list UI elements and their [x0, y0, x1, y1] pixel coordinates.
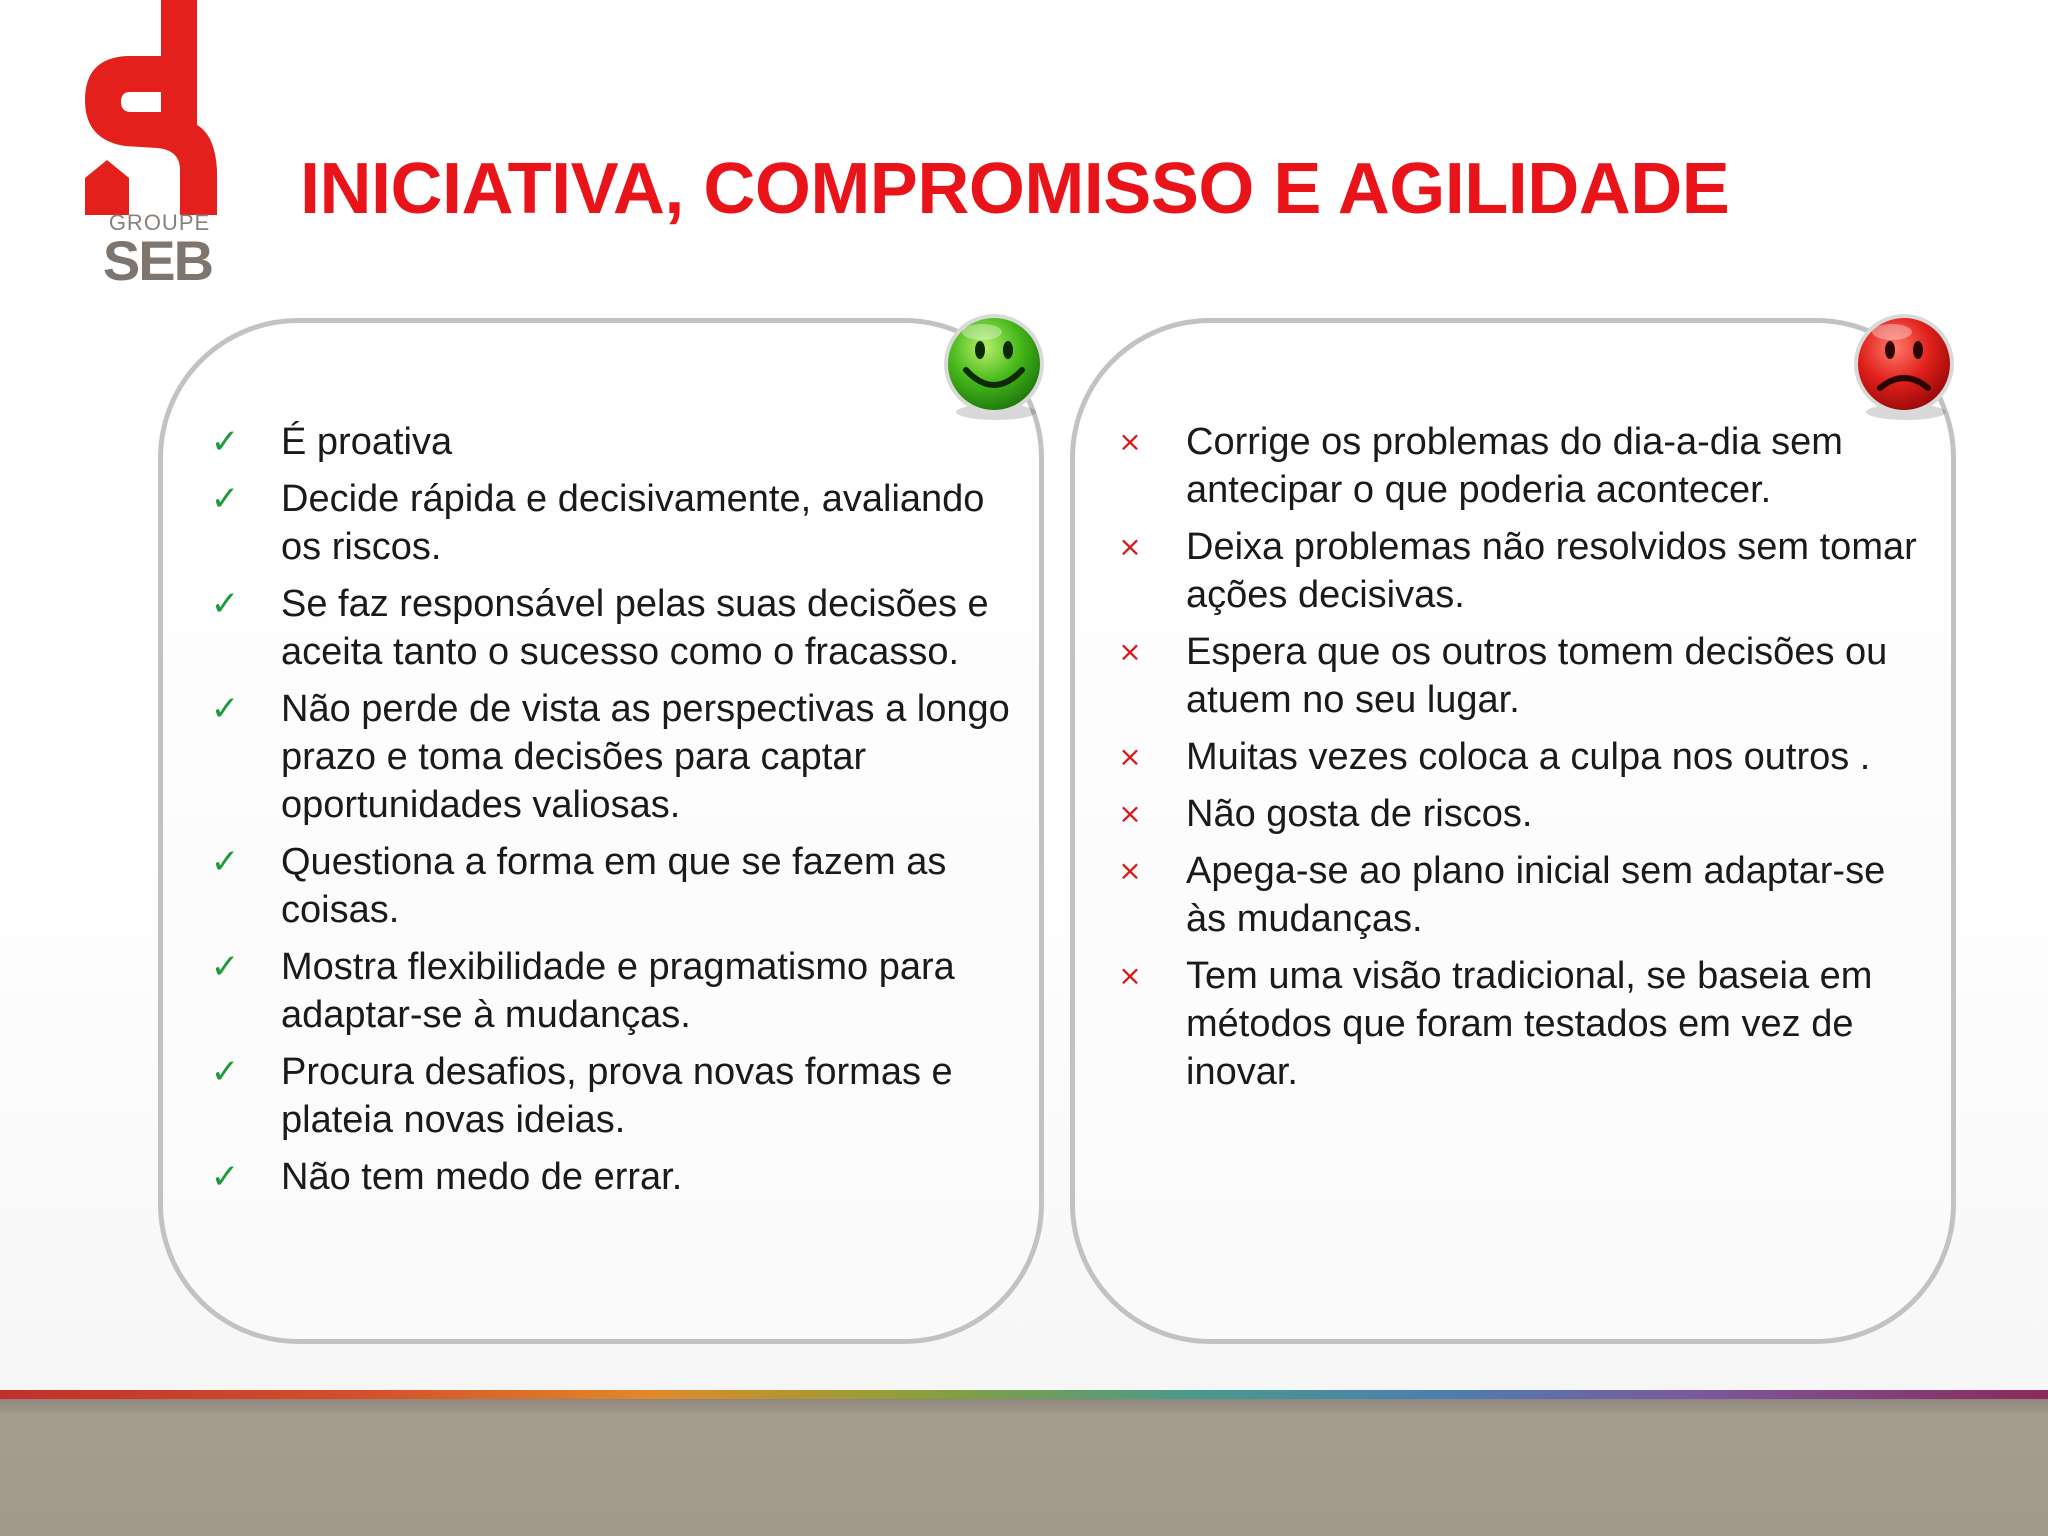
- checkmark-icon: ✓: [210, 1052, 240, 1092]
- list-item: [1110, 628, 1930, 724]
- list-item: [205, 1153, 1025, 1201]
- checkmark-icon: ✓: [210, 1157, 240, 1197]
- groupe-seb-logo: [85, 0, 225, 290]
- list-item-text: Corrige os problemas do dia-a-dia sem antecipar o que poderia acontecer.: [1186, 421, 1843, 511]
- list-item: [1110, 847, 1930, 943]
- list-item-text: Deixa problemas não resolvidos sem tomar ações decisivas.: [1186, 526, 1917, 616]
- cross-icon: ×: [1118, 959, 1142, 992]
- rainbow-stripe: [0, 1390, 2048, 1399]
- list-item-text: Se faz responsável pelas suas decisões e aceita tanto o sucesso como o fracasso.: [281, 583, 989, 673]
- cross-icon: ×: [1118, 797, 1142, 830]
- list-item-text: Não gosta de riscos.: [1186, 793, 1533, 835]
- footer-band: [0, 1399, 2048, 1536]
- logo-groupe-text: GROUPE: [108, 210, 211, 235]
- seb-logo-symbol-icon: [85, 0, 225, 215]
- list-item: [1110, 790, 1930, 838]
- list-item: [205, 418, 1025, 466]
- checkmark-icon: ✓: [210, 689, 240, 729]
- positive-behaviors-list: [205, 418, 1025, 1210]
- list-item: [205, 685, 1025, 829]
- list-item-text: Muitas vezes coloca a culpa nos outros .: [1186, 736, 1871, 778]
- logo-seb-text: SEB: [102, 229, 213, 292]
- checkmark-icon: ✓: [210, 422, 240, 462]
- list-item: [205, 943, 1025, 1039]
- list-item: [205, 1048, 1025, 1144]
- list-item-text: Apega-se ao plano inicial sem adaptar-se às mudanças.: [1186, 850, 1886, 940]
- list-item-text: Não tem medo de errar.: [281, 1156, 683, 1198]
- cross-icon: ×: [1118, 425, 1142, 458]
- checkmark-icon: ✓: [210, 947, 240, 987]
- cross-icon: ×: [1118, 740, 1142, 773]
- checkmark-icon: ✓: [210, 479, 240, 519]
- negative-behaviors-list: [1110, 418, 1930, 1105]
- list-item: [205, 838, 1025, 934]
- checkmark-icon: ✓: [210, 584, 240, 624]
- list-item-text: Não perde de vista as perspectivas a longo prazo e toma decisões para captar oportunidades valiosas.: [281, 688, 1010, 826]
- list-item-text: É proativa: [281, 421, 453, 463]
- cross-icon: ×: [1118, 635, 1142, 668]
- slide-title: INICIATIVA, COMPROMISSO E AGILIDADE: [300, 149, 1730, 229]
- list-item-text: Decide rápida e decisivamente, avaliando os riscos.: [281, 478, 985, 568]
- list-item-text: Tem uma visão tradicional, se baseia em métodos que foram testados em vez de inovar.: [1186, 955, 1873, 1093]
- cross-icon: ×: [1118, 530, 1142, 563]
- cross-icon: ×: [1118, 854, 1142, 887]
- happy-smiley-icon: [938, 312, 1050, 424]
- list-item: [205, 475, 1025, 571]
- list-item-text: Questiona a forma em que se fazem as coisas.: [281, 841, 947, 931]
- list-item: [1110, 418, 1930, 514]
- list-item-text: Mostra flexibilidade e pragmatismo para adaptar-se à mudanças.: [281, 946, 955, 1036]
- list-item-text: Procura desafios, prova novas formas e plateia novas ideias.: [281, 1051, 953, 1141]
- list-item: [1110, 523, 1930, 619]
- sad-smiley-icon: [1848, 312, 1960, 424]
- list-item: [1110, 733, 1930, 781]
- list-item: [1110, 952, 1930, 1096]
- list-item-text: Espera que os outros tomem decisões ou atuem no seu lugar.: [1186, 631, 1888, 721]
- checkmark-icon: ✓: [210, 842, 240, 882]
- list-item: [205, 580, 1025, 676]
